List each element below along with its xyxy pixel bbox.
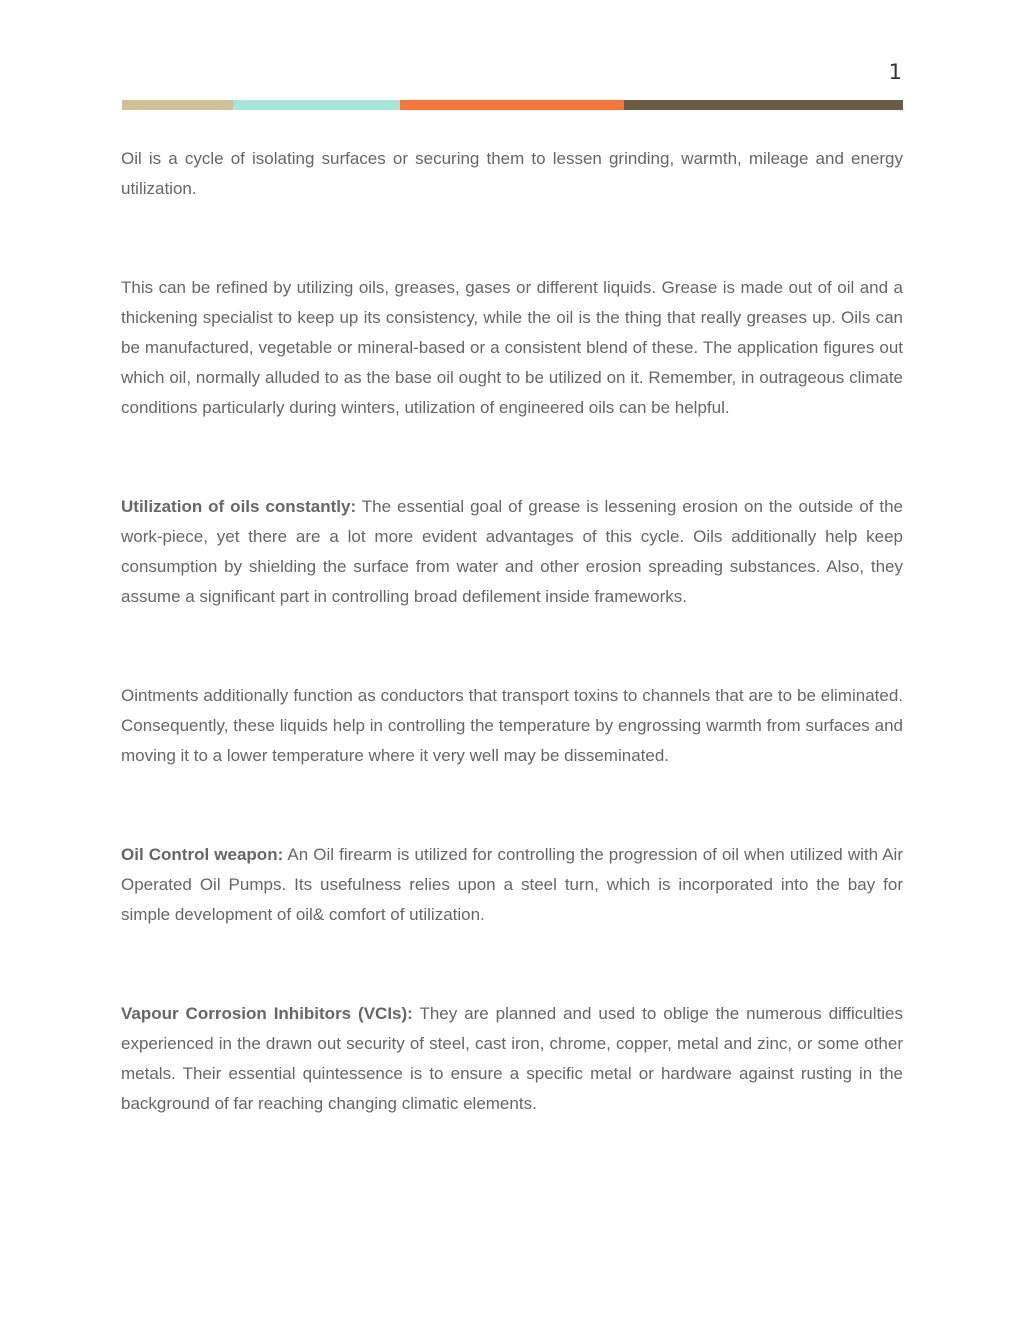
paragraph-vci — [121, 999, 903, 1119]
paragraph-heading: Vapour Corrosion Inhibitors (VCIs): — [121, 1004, 413, 1023]
paragraph-text: This can be refined by utilizing oils, greases, gases or different liquids. Grease is made out of oil and a thickening specialist to keep up its consistency, while the oil is the thing that really greases up. Oils can be manufactured, vegetable or mineral-based or a consistent blend of these. The application figures out which oil, normally alluded to as the base oil ought to be utilized on it. Remember, in outrageous climate conditions particularly during winters, utilization of engineered oils can be helpful. — [121, 278, 903, 417]
color-bar-segment-orange — [400, 100, 624, 110]
header-color-bar — [122, 100, 903, 110]
color-bar-segment-tan — [122, 100, 233, 110]
paragraph-text: Oil is a cycle of isolating surfaces or securing them to lessen grinding, warmth, mileage and energy utilization. — [121, 149, 903, 198]
paragraph-text: Ointments additionally function as conductors that transport toxins to channels that are to be eliminated. Consequently, these liquids help in controlling the temperature by engrossing warmth from surfaces and moving it to a lower temperature where it very well may be disseminated. — [121, 686, 903, 765]
paragraph-text: They are planned and used to oblige the numerous difficulties experienced in the drawn out security of steel, cast iron, chrome, copper, metal and zinc, or some other metals. Their essential quintessence is to ensure a specific metal or hardware against rusting in the background of far reaching changing climatic elements. — [121, 1004, 903, 1113]
paragraph-heading: Oil Control weapon: — [121, 845, 284, 864]
paragraph-utilization — [121, 492, 903, 612]
page-number: 1 — [888, 60, 902, 84]
paragraph-ointments — [121, 681, 903, 771]
paragraph-text: The essential goal of grease is lessening erosion on the outside of the work-piece, yet there are a lot more evident advantages of this cycle. Oils additionally help keep consumption by shielding the surface from water and other erosion spreading substances. Also, they assume a significant part in controlling broad defilement inside frameworks. — [121, 497, 903, 606]
color-bar-segment-brown — [624, 100, 903, 110]
document-body — [121, 144, 903, 1119]
paragraph-intro — [121, 144, 903, 204]
paragraph-heading: Utilization of oils constantly: — [121, 497, 357, 516]
paragraph-text: An Oil firearm is utilized for controlling the progression of oil when utilized with Air Operated Oil Pumps. Its usefulness relies upon a steel turn, which is incorporated into the bay for simple development of oil& comfort of utilization. — [121, 845, 904, 924]
color-bar-segment-mint — [233, 100, 400, 110]
paragraph-oil-control — [121, 840, 903, 930]
paragraph-refining — [121, 273, 903, 423]
